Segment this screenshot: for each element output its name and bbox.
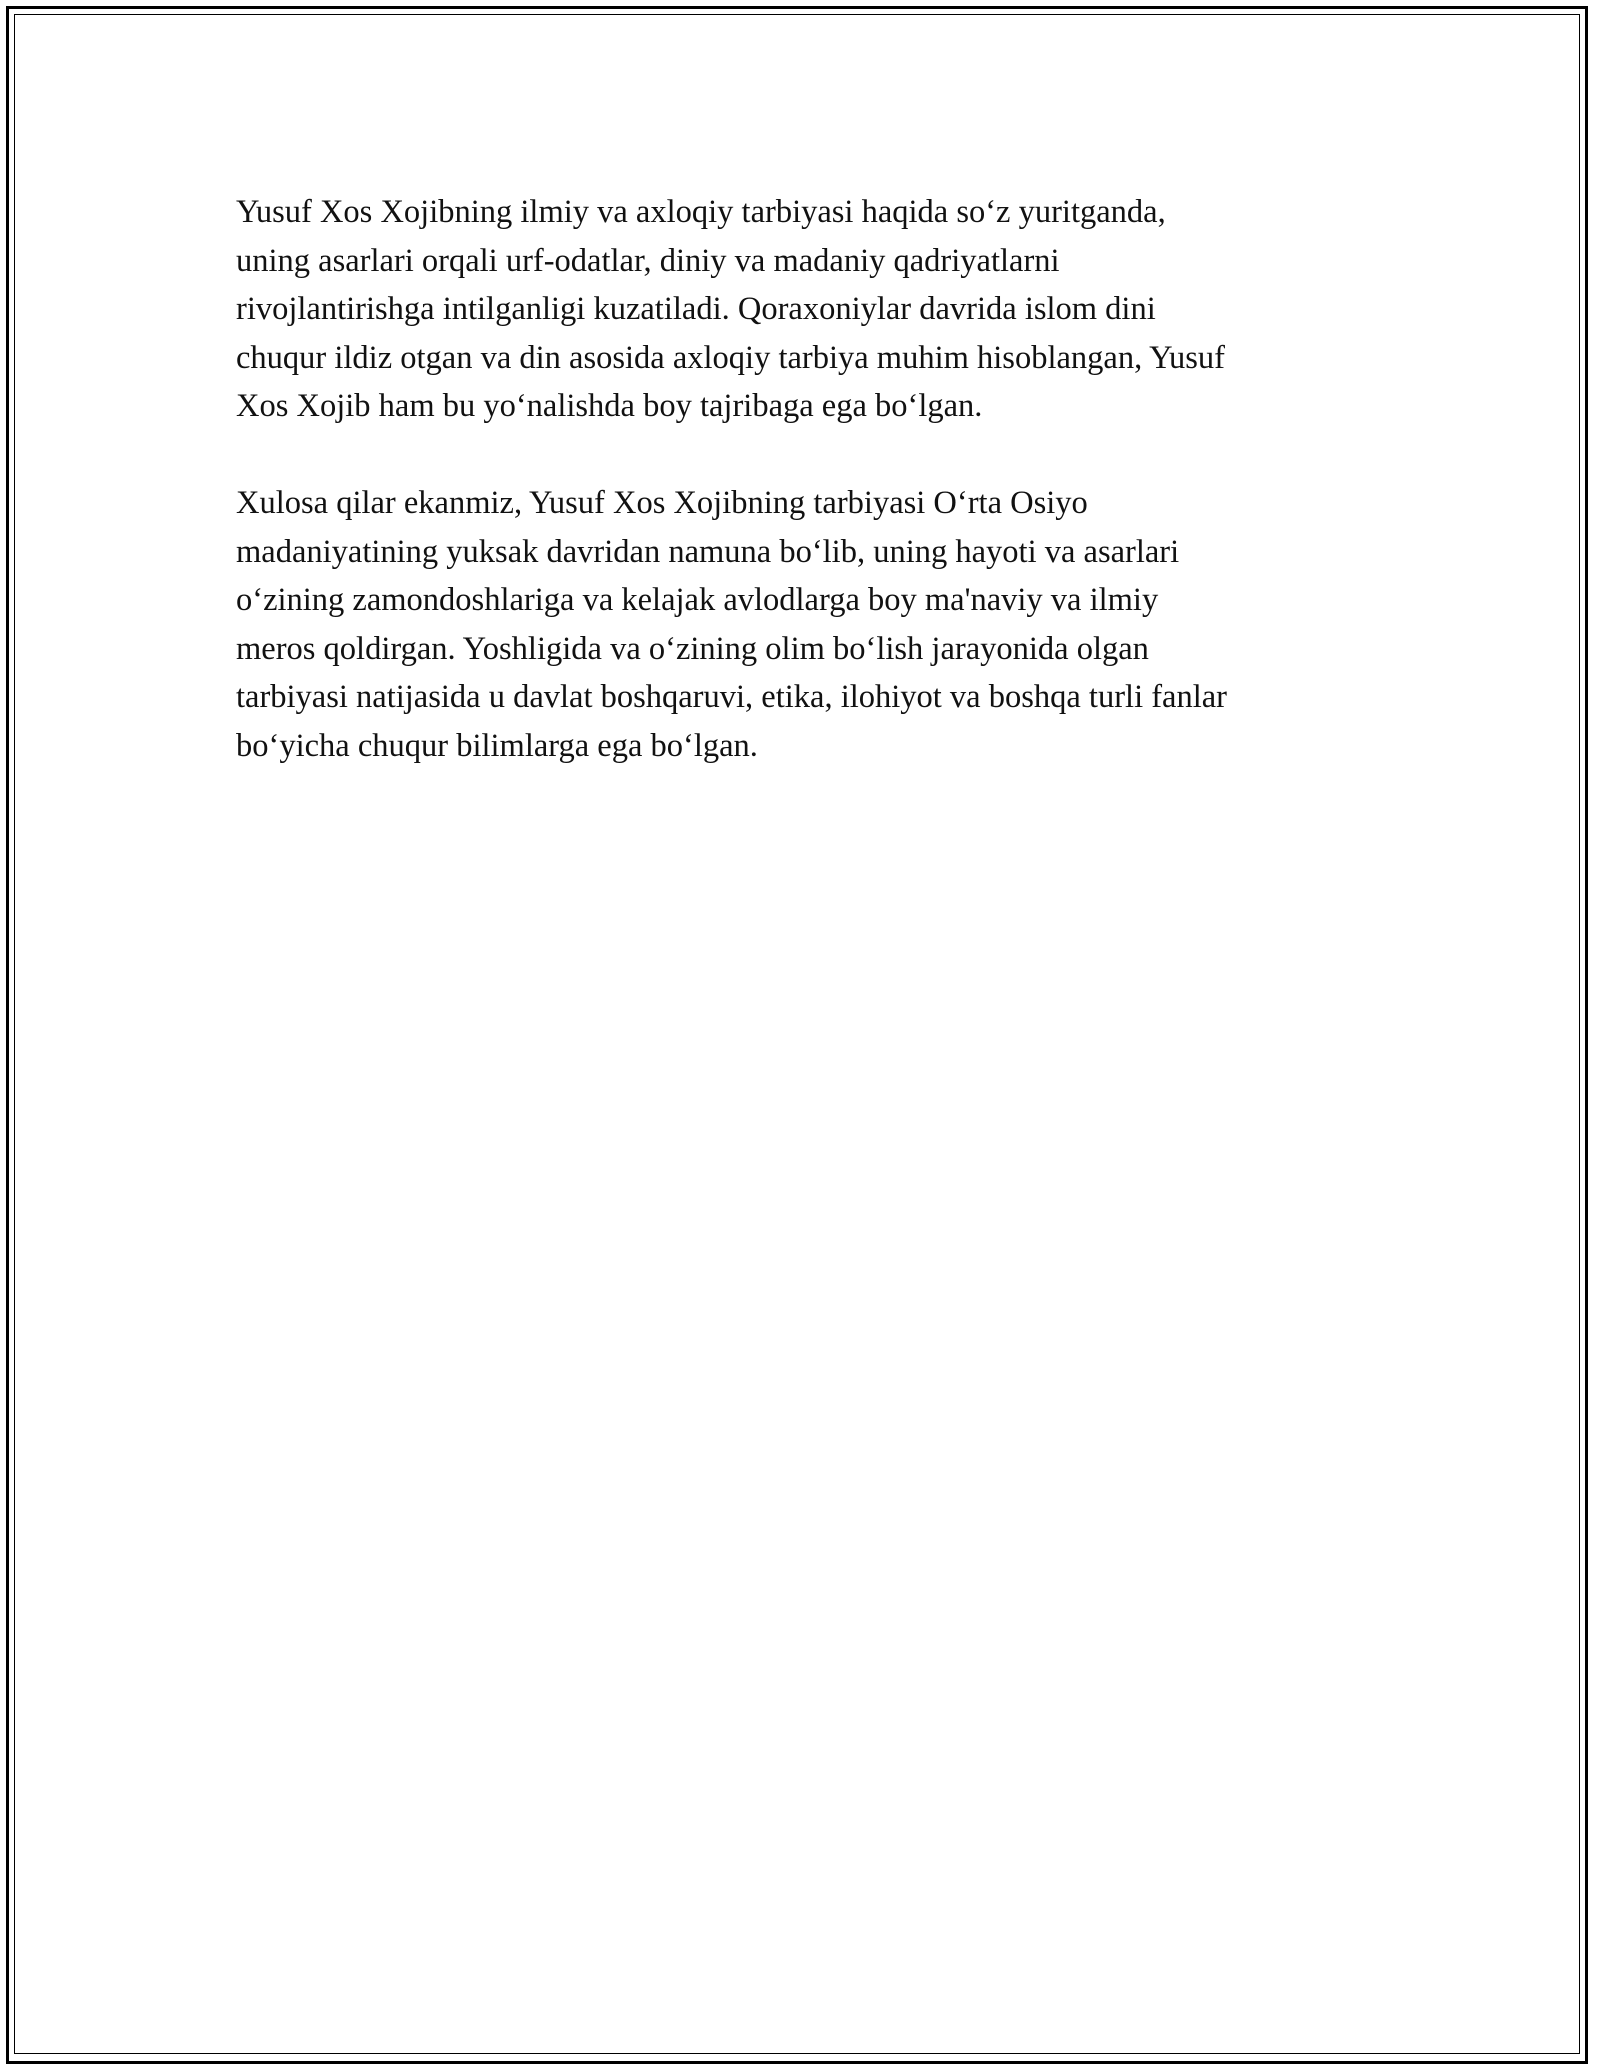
paragraph-line: Yusuf Xos Xojibning ilmiy va axloqiy tarbiyasi haqida so‘z yuritganda,: [236, 194, 1166, 230]
document-body: [236, 188, 1366, 819]
paragraph-line: chuqur ildiz otgan va din asosida axloqiy tarbiya muhim hisoblangan, Yusuf: [236, 339, 1225, 376]
paragraph-2: [236, 479, 1366, 770]
paragraph-1: [236, 188, 1366, 431]
paragraph-line: uning asarlari orqali urf-odatlar, diniy va madaniy qadriyatlarni: [236, 242, 1060, 279]
paragraph-line: bo‘yicha chuqur bilimlarga ega bo‘lgan.: [236, 727, 758, 764]
paragraph-line: tarbiyasi natijasida u davlat boshqaruvi, etika, ilohiyot va boshqa turli fanlar: [236, 679, 1227, 715]
paragraph-line: madaniyatining yuksak davridan namuna bo‘lib, uning hayoti va asarlari: [236, 533, 1180, 570]
paragraph-line: rivojlantirishga intilganligi kuzatiladi. Qoraxoniylar davrida islom dini: [236, 291, 1156, 327]
paragraph-line: Xulosa qilar ekanmiz, Yusuf Xos Xojibning tarbiyasi O‘rta Osiyo: [236, 485, 1088, 521]
paragraph-line: o‘zining zamondoshlariga va kelajak avlodlarga boy ma'naviy va ilmiy: [236, 582, 1159, 618]
paragraph-line: meros qoldirgan. Yoshligida va o‘zining olim bo‘lish jarayonida olgan: [236, 630, 1149, 667]
paragraph-line: Xos Xojib ham bu yo‘nalishda boy tajribaga ega bo‘lgan.: [236, 388, 983, 424]
